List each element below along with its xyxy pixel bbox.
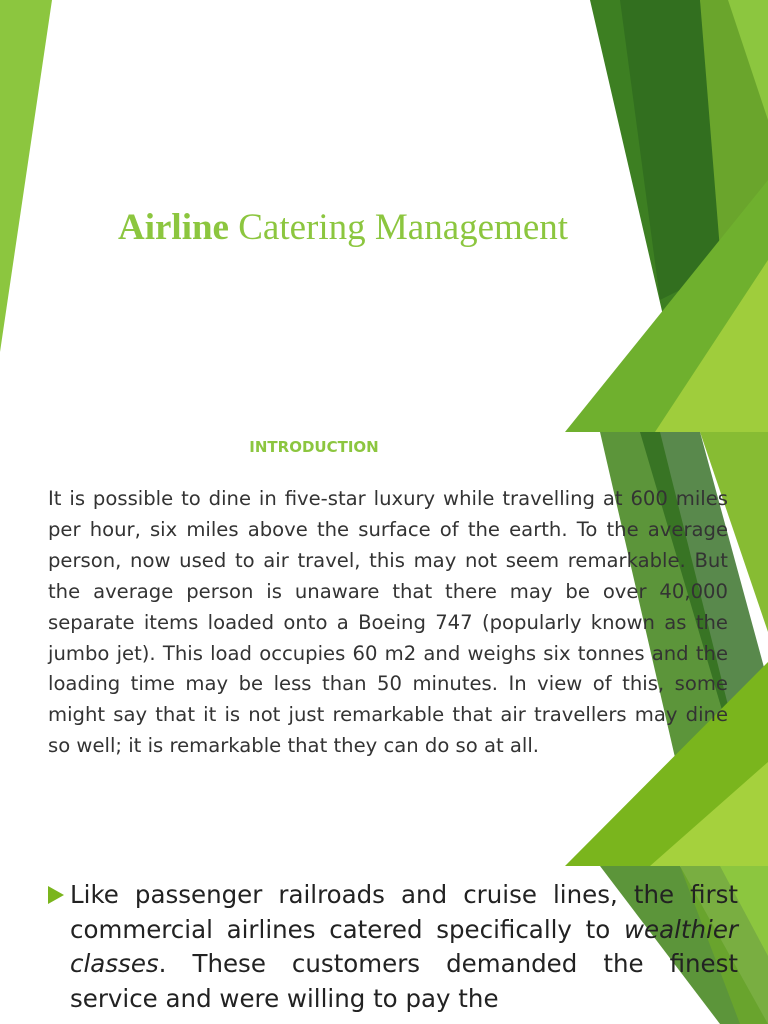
bullet-emphasis: wealthier classes <box>70 914 738 978</box>
slide-title <box>118 206 568 249</box>
title-strong: Airline <box>118 207 229 248</box>
bullet-slide <box>0 866 768 1024</box>
section-heading: INTRODUCTION <box>249 438 379 456</box>
bullet-text <box>70 878 738 1016</box>
left-green-sliver <box>0 0 52 352</box>
bullet-text-before: Like passenger railroads and cruise lines, the first commercial airlines catered specifically to <box>70 880 738 944</box>
bullet-text-after: . These customers demanded the finest service and were willing to pay the <box>70 949 738 1013</box>
bullet-item <box>48 878 738 1016</box>
intro-paragraph: It is possible to dine in five-star luxury while travelling at 600 miles per hour, six miles above the surface of the earth. To the average person, now used to air travel, this may not seem remarkable. But the average person is unaware that there may be over 40,000 separate items loaded onto a Boeing 747 (popularly known as the jumbo jet). This load occupies 60 m2 and weighs six tonnes and the loading time may be less than 50 minutes. In view of this, some might say that it is not just remarkable that air travellers may dine so well; it is remarkable that they can do so at all. <box>48 487 728 758</box>
introduction-slide <box>0 432 768 866</box>
title-rest: Catering Management <box>228 207 569 248</box>
title-slide <box>0 0 768 432</box>
triangle-arrow-icon <box>48 886 64 904</box>
